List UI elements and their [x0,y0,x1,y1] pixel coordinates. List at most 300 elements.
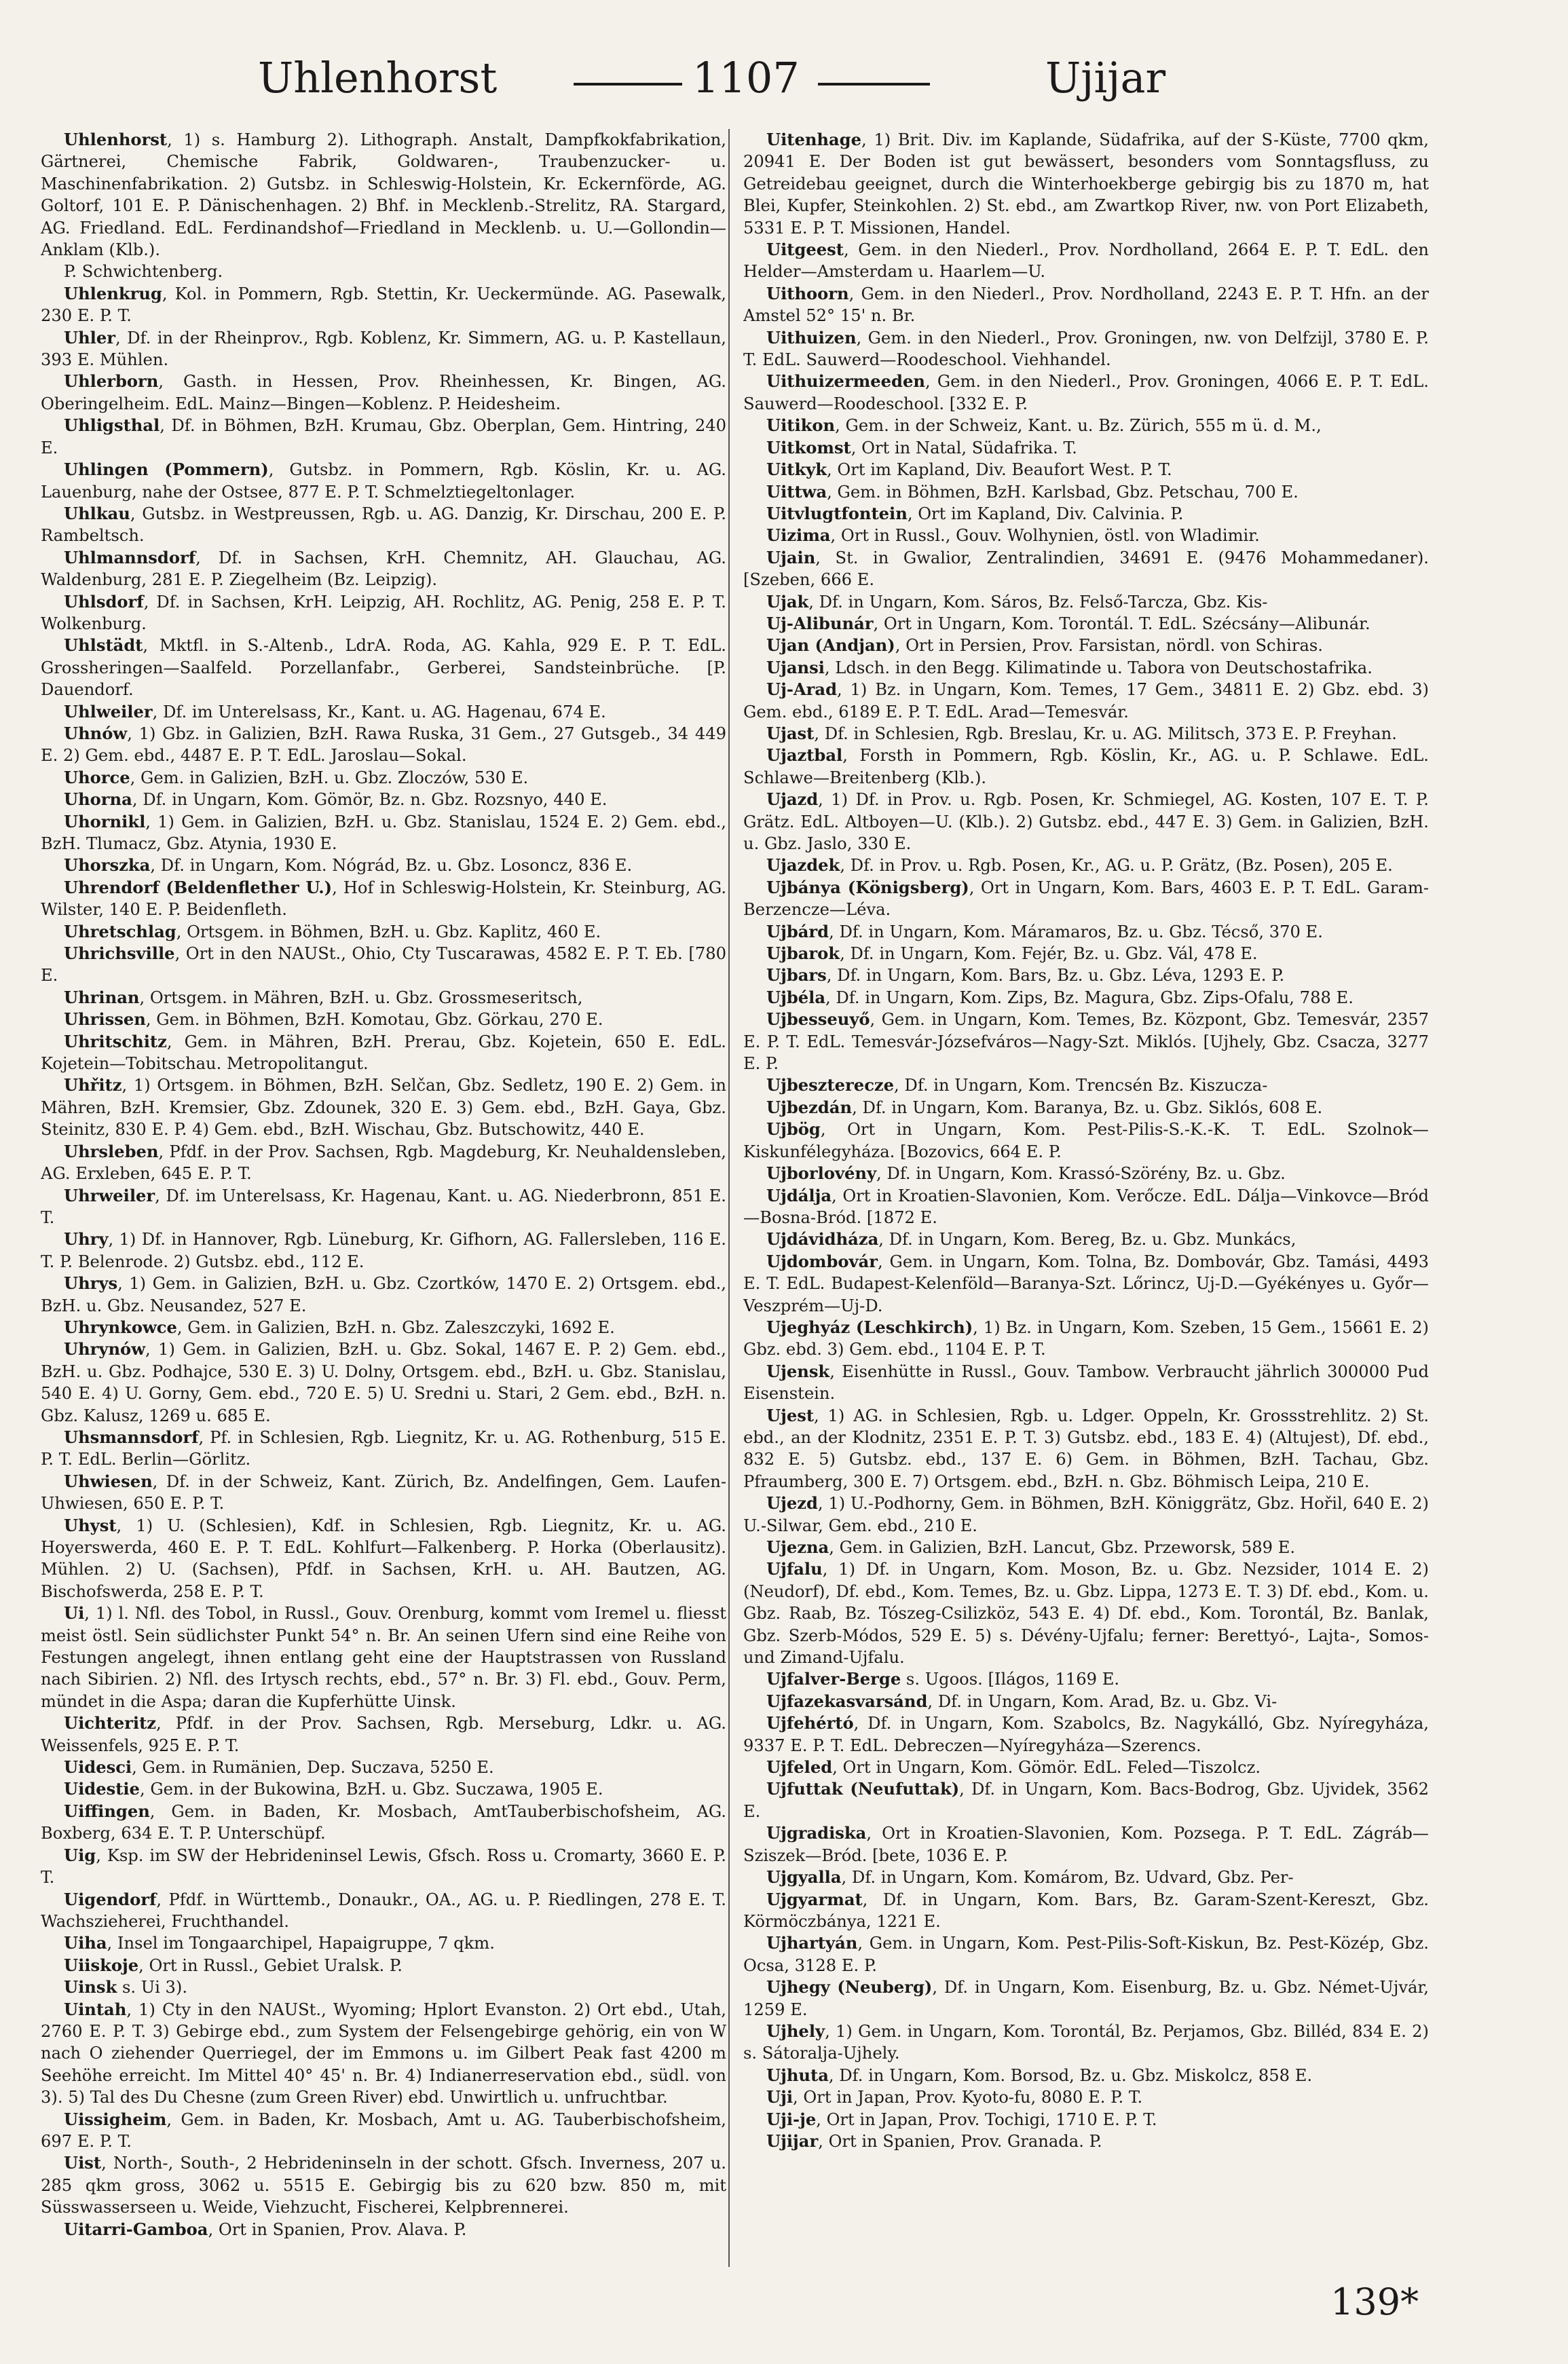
entry-headword: Uhlenkrug [64,283,162,303]
dictionary-entry [743,437,1429,459]
dictionary-entry [743,1932,1429,1976]
dictionary-entry [743,987,1429,1009]
entry-headword: Uhler [64,327,115,348]
entry-text: , Df. in Ungarn, Kom. Komárom, Bz. Udvard, Gbz. Per- [841,1868,1294,1888]
entry-text: , Ortsgem. in Mähren, BzH. u. Gbz. Grossmeseritsch, [139,988,583,1007]
dictionary-entry [41,723,726,767]
entry-text: , Df. in Ungarn, Kom. Bars, Bz. Garam-Szent-Kereszt, Gbz. Körmöczbánya, 1221 E. [743,1890,1429,1931]
entry-headword: Uhyst [64,1515,117,1535]
entry-text: , Df. in Sachsen, KrH. Leipzig, AH. Rochlitz, AG. Penig, 258 E. P. T. Wolkenburg. [41,592,726,633]
entry-text: , Df. in Ungarn, Kom. Borsod, Bz. u. Gbz. Miskolcz, 858 E. [828,2065,1313,2085]
entry-text: , Ort in Spanien, Prov. Alava. P. [208,2219,467,2239]
entry-text: , Gem. in den Niederl., Prov. Groningen, 4066 E. P. T. EdL. Sauwerd—Roodeschool. [332 E. P. [743,372,1429,413]
entry-text: , Gem. in Böhmen, BzH. Karlsbad, Gbz. Petschau, 700 E. [827,482,1299,502]
entry-headword: Ujain [766,547,816,567]
dictionary-entry [41,2219,726,2240]
dictionary-entry [41,1999,726,2109]
left-column [41,129,726,2321]
entry-headword: Ujbárd [766,921,829,941]
entry-headword: Uhrweiler [64,1185,155,1205]
dictionary-entry [743,1976,1429,2021]
entry-headword: Uittwa [766,481,827,502]
entry-text: , Ort in Spanien, Prov. Granada. P. [818,2131,1102,2151]
entry-text: , Ort in Russl., Gouv. Wolhynien, östl. von Wladimir. [830,526,1260,546]
entry-text: , Kol. in Pommern, Rgb. Stettin, Kr. Ueckermünde. AG. Pasewalk, 230 E. P. T. [41,284,726,326]
dictionary-entry [41,1602,726,1712]
entry-text: , 1) U. (Schlesien), Kdf. in Schlesien, Rgb. Liegnitz, Kr. u. AG. Hoyerswerda, 460 E. P. T. EdL. Kohlfurt—Falkenberg. P. Horka (Oberlausitz). Mühlen. 2) U. (Sachsen), Pfdf. in Sachsen, KrH. u. AH. Bautzen, AG. Bischofswerda, 258 E. P. T. [41,1516,726,1601]
entry-headword: Ujgyalla [766,1867,842,1888]
header-rule-right [818,83,930,86]
entry-text: , Df. in Ungarn, Kom. Sáros, Bz. Felső-Tarcza, Gbz. Kis- [808,592,1268,612]
entry-headword: Uhrinan [64,987,140,1007]
dictionary-entry [41,371,726,415]
dictionary-entry [743,525,1429,546]
entry-headword: Ujhely [766,2021,825,2041]
page-number: 1107 [692,53,800,102]
entry-headword: Ujbánya (Königsberg) [766,877,969,897]
entry-text: , 1) Gem. in Galizien, BzH. u. Gbz. Stanislau, 1524 E. 2) Gem. ebd., BzH. Tlumacz, Gbz. Atynia, 1930 E. [41,812,726,853]
entry-text: , Ort im Kapland, Div. Beaufort West. P. T. [827,460,1172,480]
entry-text: , Df. im Unterelsass, Kr., Kant. u. AG. Hagenau, 674 E. [152,702,606,721]
entry-text: , Gem. in den Niederl., Prov. Nordholland, 2664 E. P. T. EdL. den Helder—Amsterdam u. Haarlem—U. [743,240,1429,282]
dictionary-entry [743,613,1429,635]
entry-text: , Df. in Ungarn, Kom. Bereg, Bz. u. Gbz. Munkács, [878,1230,1296,1250]
entry-text: s. Ui 3). [117,1978,188,1997]
entry-headword: Ujfazekasvarsánd [766,1691,928,1711]
entry-headword: Ujak [766,591,809,612]
header-right-keyword: Ujijar [1045,53,1166,102]
entry-text: , Gem. in Ungarn, Kom. Pest-Pilis-Soft-Kiskun, Bz. Pest-Közép, Gbz. Ocsa, 3128 E. P. [743,1934,1429,1975]
dictionary-entry [41,1338,726,1427]
entry-headword: Uhornikl [64,811,146,831]
entry-text: , Gem. in Mähren, BzH. Prerau, Gbz. Kojetein, 650 E. EdL. Kojetein—Tobitschau. Metropolitangut. [41,1032,726,1074]
entry-headword: Ujbéla [766,987,826,1007]
entry-text: , Ort in Russl., Gebiet Uralsk. P. [138,1955,403,1975]
entry-text: , Ort in Ungarn, Kom. Gömör. EdL. Feled—Tiszolcz. [832,1758,1261,1778]
entry-text: , Gem. in Galizien, BzH. Lancut, Gbz. Przeworsk, 589 E. [829,1538,1296,1557]
entry-headword: Uj-Arad [766,679,837,700]
dictionary-entry [41,2109,726,2153]
entry-headword: Ujgyarmat [766,1889,863,1909]
dictionary-entry [743,1778,1429,1822]
dictionary-entry [743,2131,1429,2152]
dictionary-entry [41,591,726,635]
entry-headword: Uigendorf [64,1889,157,1909]
entry-headword: Uhritschitz [64,1031,167,1051]
entry-headword: Uissigheim [64,2109,167,2129]
entry-headword: Uithuizermeeden [766,371,925,392]
entry-headword: Uhlerborn [64,371,159,392]
entry-text: , Df. in Ungarn, Kom. Szabolcs, Bz. Nagykálló, Gbz. Nyíregyháza, 9337 E. P. T. EdL. Debreczen—Nyíregyháza—Szerencs. [743,1714,1429,1755]
dictionary-entry [743,481,1429,503]
entry-headword: Uhorna [64,789,132,810]
dictionary-entry [41,283,726,327]
entry-text: , Gem. in Galizien, BzH. n. Gbz. Zaleszczyki, 1692 E. [176,1317,615,1337]
dictionary-entry [41,1932,726,1954]
dictionary-entry [41,1889,726,1933]
entry-text: , 1) U.-Podhorny, Gem. in Böhmen, BzH. Königgrätz, Gbz. Hořil, 640 E. 2) U.-Silwar, Gem. ebd., 210 E. [743,1494,1429,1535]
entry-headword: Uhligsthal [64,415,160,436]
entry-headword: Ujast [766,723,815,743]
dictionary-entry [41,1141,726,1185]
entry-headword: Uitenhage [766,130,861,149]
dictionary-entry [743,789,1429,855]
entry-text: , Df. in Ungarn, Kom. Máramaros, Bz. u. Gbz. Técső, 370 E. [829,922,1323,941]
entry-headword: Ujfehértó [766,1713,854,1733]
dictionary-entry [41,1801,726,1845]
entry-text: , Df. in Böhmen, BzH. Krumau, Gbz. Oberplan, Gem. Hintring, 240 E. [41,416,726,457]
dictionary-entry [743,1537,1429,1558]
entry-text: , Df. in Ungarn, Kom. Fejér, Bz. u. Gbz. Vál, 478 E. [840,944,1258,964]
entry-headword: Uhrsleben [64,1141,159,1161]
dictionary-entry [743,1866,1429,1888]
dictionary-entry [41,877,726,921]
dictionary-entry [743,1097,1429,1119]
entry-headword: Ujbesseuyő [766,1009,870,1030]
entry-headword: Uist [64,2153,102,2173]
entry-headword: Uhry [64,1229,109,1250]
entry-text: , Gutsbz. in Westpreussen, Rgb. u. AG. Danzig, Kr. Dirschau, 200 E. P. Rambeltsch. [41,504,726,546]
dictionary-entry [743,1757,1429,1778]
entry-text: , Pf. in Schlesien, Rgb. Liegnitz, Kr. u. AG. Rothenburg, 515 E. P. T. EdL. Berlin—Görlitz. [41,1427,726,1469]
entry-text: , Ort in den NAUSt., Ohio, Cty Tuscarawas, 4582 E. P. T. Eb. [780 E. [41,944,726,986]
entry-headword: Uhrys [64,1273,118,1294]
entry-headword: Ujhuta [766,2065,829,2085]
entry-text: , 1) l. Nfl. des Tobol, in Russl., Gouv. Orenburg, kommt vom Iremel u. fliesst meist östl. Sein südlichster Punkt 54° n. Br. An seinen Ufern sind eine Reihe von Festungen angelegt, ihnen entlang geht eine der Hauptstrassen von Russland nach Sibirien. 2) Nfl. des Irtysch rechts, ebd., 57° n. Br. 3) Fl. ebd., Gouv. Perm, mündet in die Aspa; daran die Kupferhütte Uinsk. [41,1604,726,1711]
entry-text: , Gem. in der Schweiz, Kant. u. Bz. Zürich, 555 m ü. d. M., [835,416,1322,436]
dictionary-entry [743,1668,1429,1690]
entry-text: , Df. in Ungarn, Kom. Zips, Bz. Magura, Gbz. Zips-Ofalu, 788 E. [825,988,1354,1007]
entry-headword: Uhlweiler [64,701,153,721]
entry-text: , Df. in der Schweiz, Kant. Zürich, Bz. Andelfingen, Gem. Laufen-Uhwiesen, 650 E. P. T. [41,1471,726,1514]
entry-text: , 1) Bz. in Ungarn, Kom. Temes, 17 Gem., 34811 E. 2) Gbz. ebd. 3) Gem. ebd., 6189 E. P. T. EdL. Arad—Temesvár. [743,680,1429,721]
header-left-keyword: Uhlenhorst [258,53,498,102]
dictionary-entry [41,1955,726,1976]
dictionary-entry [743,2086,1429,2108]
dictionary-entry [743,1493,1429,1537]
entry-headword: Uiha [64,1933,107,1953]
entry-headword: Ujbög [766,1119,821,1140]
entry-headword: Ujborlovény [766,1163,877,1184]
entry-headword: Uhorce [64,767,130,787]
dictionary-entry [743,1228,1429,1250]
entry-text: , Df. in Ungarn, Kom. Arad, Bz. u. Gbz. Vi- [927,1691,1277,1711]
entry-headword: Uhrissen [64,1009,146,1030]
entry-headword: Uhorszka [64,855,151,876]
entry-headword: Uizima [766,525,831,546]
entry-headword: Uidestie [64,1779,140,1799]
entry-text: , Gasth. in Hessen, Prov. Rheinhessen, Kr. Bingen, AG. Oberingelheim. EdL. Mainz—Bingen—Koblenz. P. Heidesheim. [41,372,726,413]
entry-text: , 1) Ortsgem. in Böhmen, BzH. Selčan, Gbz. Sedletz, 190 E. 2) Gem. in Mähren, BzH. Kremsier, Gbz. Zdounek, 320 E. 3) Gem. ebd., BzH. Gaya, Gbz. Steinitz, 830 E. P. 4) Gem. ebd., BzH. Wischau, Gbz. Butschowitz, 440 E. [41,1076,726,1140]
entry-text: , Ort in Ungarn, Kom. Pest-Pilis-S.-K.-K. T. EdL. Szolnok—Kiskunfélegyháza. [Bozovics, 664 E. P. [743,1120,1429,1161]
dictionary-entry [41,767,726,789]
entry-text: , Df. in Ungarn, Kom. Trencsén Bz. Kiszucza- [894,1076,1268,1095]
dictionary-entry [41,1712,726,1757]
dictionary-entry [41,1845,726,1889]
right-column [743,129,1429,2321]
dictionary-entry [41,1427,726,1471]
dictionary-entry [743,657,1429,679]
entry-headword: Uichteritz [64,1713,156,1733]
running-head [0,53,1568,121]
entry-headword: Uintah [64,1999,127,2019]
dictionary-entry [743,503,1429,525]
entry-headword: Ujest [766,1405,815,1425]
entry-text: , 1) Gem. in Galizien, BzH. u. Gbz. Czortków, 1470 E. 2) Ortsgem. ebd., BzH. u. Gbz. Neusandez, 527 E. [41,1274,726,1315]
entry-text: , Forsth in Pommern, Rgb. Köslin, Kr., AG. u. P. Schlawe. EdL. Schlawe—Breitenberg (Klb.). [743,746,1429,787]
entry-headword: Uhlenhorst [64,130,168,149]
entry-text: , Df. im Unterelsass, Kr. Hagenau, Kant. u. AG. Niederbronn, 851 E. T. [41,1186,726,1227]
entry-headword: Uhrendorf (Beldenflether U.) [64,877,333,897]
entry-text: , St. in Gwalior, Zentralindien, 34691 E. (9476 Mohammedaner). [Szeben, 666 E. [743,548,1429,590]
dictionary-entry [41,1009,726,1030]
entry-text: , 1) Cty in den NAUSt., Wyoming; Hplort Evanston. 2) Ort ebd., Utah, 2760 E. P. T. 3) Gebirge ebd., zum System der Felsengebirge gehörig, ein von W nach O ziehender Querriegel, der im Emmons u. im Gilbert Peak fast 4200 m Seehöhe erreicht. Im Mittel 40° 45' n. Br. 4) Indianerreservation ebd., südl. von 3). 5) Tal des Du Chesne (zum Green River) ebd. Unwirtlich u. unfruchtbar. [41,2000,726,2107]
entry-headword: Ujfeled [766,1757,833,1778]
entry-headword: Ujezd [766,1493,818,1514]
entry-text: , Pfdf. in der Prov. Sachsen, Rgb. Magdeburg, Kr. Neuhaldensleben, AG. Erxleben, 645 E. P. T. [41,1142,726,1184]
entry-text: , Gem. in Baden, Kr. Mosbach, AmtTauberbischofsheim, AG. Boxberg, 634 E. T. P. Unterschüpf. [41,1801,726,1843]
dictionary-entry [743,1251,1429,1317]
entry-text: s. Ugoos. [Ilágos, 1169 E. [901,1670,1120,1689]
entry-headword: Uithoorn [766,283,849,303]
entry-headword: Ujansi [766,657,825,677]
entry-text: , North-, South-, 2 Hebrideninseln in der schott. Gfsch. Inverness, 207 u. 285 qkm gross, 3062 u. 5515 E. Gebirgig bis zu 620 bzw. 850 m, mit Süsswasserseen u. Weide, Viehzucht, Fischerei, Kelpbrennerei. [41,2154,726,2217]
entry-text: , Gem. in Rumänien, Dep. Suczava, 5250 E. [132,1758,494,1778]
entry-text: , Df. in Sachsen, KrH. Chemnitz, AH. Glauchau, AG. Waldenburg, 281 E. P. Ziegelheim (Bz. Leipzig). [41,548,726,590]
entry-text: , Df. in Ungarn, Kom. Eisenburg, Bz. u. Gbz. Német-Ujvár, 1259 E. [743,1978,1429,2019]
entry-text: , Mktfl. in S.-Altenb., LdrA. Roda, AG. Kahla, 929 E. P. T. EdL. Grossheringen—Saalfeld. Porzellanfabr., Gerberei, Sandsteinbrüche. [P. Dauendorf. [41,636,726,700]
entry-headword: Uitikon [766,415,836,436]
entry-headword: Ujdávidháza [766,1229,879,1250]
entry-headword: Uji-je [766,2109,817,2129]
dictionary-entry [743,1317,1429,1361]
dictionary-entry [743,1691,1429,1712]
dictionary-entry [743,327,1429,371]
dictionary-entry [743,1712,1429,1757]
entry-text: , Ortsgem. in Böhmen, BzH. u. Gbz. Kaplitz, 460 E. [176,922,601,941]
entry-headword: Uhlkau [64,503,130,523]
dictionary-entry [743,415,1429,436]
entry-text: , Gem. in Baden, Kr. Mosbach, Amt u. AG. Tauberbischofsheim, 697 E. P. T. [41,2109,726,2151]
dictionary-entry [41,1515,726,1603]
entry-headword: Uitarri-Gamboa [64,2219,208,2239]
entry-text: , Eisenhütte in Russl., Gouv. Tambow. Verbraucht jährlich 300000 Pud Eisenstein. [743,1362,1429,1404]
entry-headword: Ujijar [766,2131,819,2151]
entry-text: , Gem. in Ungarn, Kom. Tolna, Bz. Dombovár, Gbz. Tamási, 4493 E. T. EdL. Budapest-Kelenföld—Baranya-Szt. Lőrincz, Uj-D.—Gyékényes u. Győr—Veszprém—Uj-D. [743,1252,1429,1315]
entry-text: , Ksp. im SW der Hebrideninsel Lewis, Gfsch. Ross u. Cromarty, 3660 E. P. T. [41,1845,726,1888]
entry-headword: Uhwiesen [64,1471,153,1491]
entry-headword: Ujhartyán [766,1933,858,1953]
entry-headword: Ujbarok [766,943,840,964]
dictionary-entry [743,635,1429,656]
dictionary-entry [743,1558,1429,1668]
dictionary-entry [743,547,1429,591]
entry-headword: Uhlingen (Pommern) [64,459,269,480]
dictionary-entry [41,261,726,282]
dictionary-entry [41,855,726,876]
entry-headword: Ujezna [766,1537,829,1557]
entry-text: , Df. in der Rheinprov., Rgb. Koblenz, Kr. Simmern, AG. u. P. Kastellaun, 393 E. Mühlen. [41,328,726,370]
entry-headword: Uitgeest [766,240,844,260]
entry-headword: Ujfalu [766,1559,823,1579]
header-rule-left [574,83,682,86]
entry-headword: Uhnów [64,723,128,743]
entry-headword: Ujbars [766,965,827,986]
entry-text: , Gem. in der Bukowina, BzH. u. Gbz. Suczawa, 1905 E. [139,1780,603,1799]
dictionary-entry [41,635,726,700]
entry-text: , Gem. in den Niederl., Prov. Groningen, nw. von Delfzijl, 3780 E. P. T. EdL. Sauwerd—Roodeschool. Viehhandel. [743,328,1429,370]
entry-headword: Ujbeszterecze [766,1075,895,1095]
entry-headword: Ujfalver-Berge [766,1669,901,1689]
dictionary-entry [743,283,1429,327]
entry-headword: Uhlsdorf [64,591,144,612]
entry-headword: Ujazd [766,789,819,810]
entry-headword: Uiiskoje [64,1955,139,1975]
entry-text: , Gem. in Ungarn, Kom. Temes, Bz. Központ, Gbz. Temesvár, 2357 E. P. T. EdL. Temesvár-Józsefváros—Nagy-Szt. Miklós. [Ujhely, Gbz. Csacza, 3277 E. P. [743,1010,1429,1074]
entry-headword: Uhretschlag [64,921,176,941]
entry-headword: Ujbezdán [766,1097,853,1117]
dictionary-entry [41,1471,726,1515]
dictionary-entry [41,2152,726,2218]
dictionary-entry [41,1317,726,1338]
dictionary-entry [41,1778,726,1800]
dictionary-entry [743,964,1429,986]
entry-headword: Ujensk [766,1361,830,1381]
dictionary-entry [41,1273,726,1317]
entry-text: , 1) Brit. Div. im Kaplande, Südafrika, auf der S-Küste, 7700 qkm, 20941 E. Der Boden ist gut bewässert, besonders vom Sonntagsfluss, zu Getreidebau geeignet, durch die Winterhoekberge gebirgig bis zu 1870 m, hat Blei, Kupfer, Steinkohlen. 2) St. ebd., am Zwartkop River, nw. von Port Elizabeth, 5331 E. P. T. Missionen, Handel. [743,130,1429,238]
entry-text: , Ort in Japan, Prov. Kyoto-fu, 8080 E. P. T. [793,2088,1143,2107]
entry-text: , Pfdf. in Württemb., Donaukr., OA., AG. u. P. Riedlingen, 278 E. T. Wachszieherei, Fruchthandel. [41,1890,726,1931]
entry-text: , Ldsch. in den Begg. Kilimatinde u. Tabora von Deutschostafrika. [824,658,1373,677]
dictionary-entry [743,1009,1429,1074]
entry-headword: Uhlstädt [64,635,143,656]
column-divider [728,129,730,2267]
dictionary-entry [41,547,726,591]
entry-text: , Ort in Ungarn, Kom. Bars, 4603 E. P. T. EdL. Garam-Berzencze—Léva. [743,878,1429,920]
dictionary-entry [41,1757,726,1778]
entry-headword: Ujaztbal [766,745,843,766]
entry-headword: Uhrynkowce [64,1317,177,1337]
entry-text: , 1) s. Hamburg 2). Lithograph. Anstalt, Dampfkokfabrikation, Gärtnerei, Chemische Fabrik, Goldwaren-, Traubenzucker- u. Maschinenfabrikation. 2) Gutsbz. in Schleswig-Holstein, Kr. Eckernförde, AG. Goltorf, 101 E. P. Dänischenhagen. 2) Bhf. in Mecklenb.-Strelitz, RA. Stargard, AG. Friedland. EdL. Ferdinandshof—Friedland in Mecklenb. u. U.—Gollondin—Anklam (Klb.). [41,130,726,260]
dictionary-entry [41,415,726,459]
entry-headword: Uhřitz [64,1075,122,1095]
entry-headword: Uj-Alibunár [766,613,874,633]
dictionary-entry [41,1976,726,1998]
entry-text: , Ort in Kroatien-Slavonien, Kom. Verőcze. EdL. Dálja—Vinkovce—Bród—Bosna-Bród. [1872 E. [743,1186,1429,1227]
entry-text: , Df. in Ungarn, Kom. Nógrád, Bz. u. Gbz. Losoncz, 836 E. [150,856,633,876]
entry-text: , Df. in Ungarn, Kom. Gömör, Bz. n. Gbz. Rozsnyo, 440 E. [132,790,608,810]
entry-headword: Uitvlugtfontein [766,503,908,523]
entry-text: , 1) Df. in Prov. u. Rgb. Posen, Kr. Schmiegel, AG. Kosten, 107 E. T. P. Grätz. EdL. Altboyen—U. (Klb.). 2) Gutsbz. ebd., 447 E. 3) Gem. in Galizien, BzH. u. Gbz. Jaslo, 330 E. [743,790,1429,853]
entry-text: , Ort in Japan, Prov. Tochigi, 1710 E. P. T. [816,2109,1157,2129]
dictionary-entry [41,921,726,943]
printer-signature: 139* [1330,2281,1419,2323]
entry-headword: Ujazdek [766,855,840,876]
dictionary-entry [743,679,1429,723]
dictionary-entry [743,1889,1429,1933]
dictionary-entry [41,1228,726,1273]
dictionary-entry [743,1185,1429,1229]
entry-text: , 1) Df. in Ungarn, Kom. Moson, Bz. u. Gbz. Nezsider, 1014 E. 2) (Neudorf), Df. ebd., Kom. Temes, Bz. u. Gbz. Lippa, 1273 E. T. 3) Df. ebd., Kom. u. Gbz. Raab, Bz. Tószeg-Csilizköz, 543 E. 4) Df. ebd., Kom. Torontál, Bz. Banlak, Gbz. Szerb-Módos, 529 E. 5) s. Dévény-Ujfalu; ferner: Berettyó-, Lajta-, Somos- und Zimand-Ujfalu. [743,1560,1429,1668]
dictionary-entry [743,745,1429,789]
entry-text: , Ort im Kapland, Div. Calvinia. P. [907,504,1184,523]
entry-headword: Ujhegy (Neuberg) [766,1977,933,1997]
entry-headword: Ujdombovár [766,1251,878,1271]
dictionary-entry [743,1822,1429,1866]
dictionary-entry [743,459,1429,481]
dictionary-entry [743,943,1429,964]
dictionary-entry [743,1405,1429,1493]
entry-text: , Df. in Ungarn, Kom. Krassó-Szörény, Bz. u. Gbz. [876,1164,1286,1184]
dictionary-entry [41,1185,726,1229]
dictionary-entry [743,723,1429,745]
entry-text: , Hof in Schleswig-Holstein, Kr. Steinburg, AG. Wilster, 140 E. P. Beidenfleth. [41,878,726,920]
entry-headword: Uhsmannsdorf [64,1427,199,1447]
entry-text: , Ort in Natal, Südafrika. T. [851,438,1077,457]
entry-text: , Pfdf. in der Prov. Sachsen, Rgb. Merseburg, Ldkr. u. AG. Weissenfels, 925 E. P. T. [41,1714,726,1755]
entry-text: , Df. in Prov. u. Rgb. Posen, Kr., AG. u. P. Grätz, (Bz. Posen), 205 E. [840,856,1393,876]
entry-text: , Insel im Tongaarchipel, Hapaigruppe, 7 qkm. [107,1934,495,1953]
dictionary-entry [743,591,1429,613]
dictionary-entry [41,943,726,987]
entry-headword: Uitkyk [766,459,827,480]
entry-text: , Gutsbz. in Pommern, Rgb. Köslin, Kr. u. AG. Lauenburg, nahe der Ostsee, 877 E. P. T. Schmelztiegeltonlager. [41,460,726,502]
dictionary-entry [743,1361,1429,1405]
dictionary-entry [743,2109,1429,2131]
dictionary-entry [743,921,1429,943]
dictionary-entry [41,789,726,810]
dictionary-entry [41,129,726,261]
entry-headword: Ui [64,1603,85,1624]
dictionary-entry [41,811,726,855]
entry-headword: Uig [64,1845,96,1865]
dictionary-entry [41,459,726,503]
entry-headword: Uhlmannsdorf [64,547,196,567]
dictionary-entry [41,1031,726,1075]
entry-text: , 1) Bz. in Ungarn, Kom. Szeben, 15 Gem., 15661 E. 2) Gbz. ebd. 3) Gem. ebd., 1104 E. P. T. [743,1317,1429,1359]
entry-text: , Df. in Ungarn, Kom. Baranya, Bz. u. Gbz. Siklós, 608 E. [852,1097,1323,1117]
entry-text: , 1) Df. in Hannover, Rgb. Lüneburg, Kr. Gifhorn, AG. Fallersleben, 116 E. T. P. Belenrode. 2) Gutsbz. ebd., 112 E. [41,1230,726,1271]
dictionary-entry [743,2021,1429,2065]
dictionary-entry [41,503,726,547]
dictionary-entry [743,855,1429,876]
dictionary-entry [41,701,726,723]
entry-text: , Gem. in Böhmen, BzH. Komotau, Gbz. Görkau, 270 E. [145,1010,603,1030]
entry-text: , 1) Gem. in Galizien, BzH. u. Gbz. Sokal, 1467 E. P. 2) Gem. ebd., BzH. u. Gbz. Podhajce, 530 E. 3) U. Dolny, Ortsgem. ebd., BzH. u. Gbz. Stanislau, 540 E. 4) U. Gorny, Gem. ebd., 720 E. 5) U. Sredni u. Stari, 2 Gem. ebd., BzH. n. Gbz. Kalusz, 1269 u. 685 E. [41,1340,726,1425]
entry-text: , 1) Gbz. in Galizien, BzH. Rawa Ruska, 31 Gem., 27 Gutsgeb., 34 449 E. 2) Gem. ebd., 4487 E. P. T. EdL. Jaroslau—Sokal. [41,724,726,766]
dictionary-entry [743,239,1429,283]
entry-text: , Gem. in den Niederl., Prov. Nordholland, 2243 E. P. T. Hfn. an der Amstel 52° 15' n. Br. [743,284,1429,326]
entry-text: , Ort in Kroatien-Slavonien, Kom. Pozsega. P. T. EdL. Zágráb—Sziszek—Bród. [bete, 1036 E. P. [743,1824,1429,1865]
dictionary-entry [41,987,726,1009]
entry-headword: Ujgradiska [766,1823,867,1843]
entry-text: , 1) AG. in Schlesien, Rgb. u. Ldger. Oppeln, Kr. Grossstrehlitz. 2) St. ebd., an der Klodnitz, 2351 E. P. T. 3) Gutsbz. ebd., 183 E. 4) (Altujest), Df. ebd., 832 E. 5) Gutsbz. ebd., 137 E. 6) Gem. in Böhmen, BzH. Tachau, Gbz. Pfraumberg, 300 E. 7) Ortsgem. ebd., BzH. n. Gbz. Böhmisch Leipa, 210 E. [743,1406,1429,1491]
entry-text: , Df. in Ungarn, Kom. Bars, Bz. u. Gbz. Léva, 1293 E. P. [826,966,1285,986]
entry-headword: Uithuizen [766,327,857,348]
dictionary-entry [743,2065,1429,2086]
entry-headword: Uidesci [64,1757,132,1778]
dictionary-entry [41,1074,726,1140]
entry-headword: Ujdálja [766,1185,832,1205]
entry-headword: Uinsk [64,1977,117,1997]
dictionary-entry [743,1119,1429,1163]
entry-headword: Ujeghyáz (Leschkirch) [766,1317,973,1337]
entry-headword: Ujfuttak (Neufuttak) [766,1779,960,1799]
entry-text: , 1) Gem. in Ungarn, Kom. Torontál, Bz. Perjamos, Gbz. Billéd, 834 E. 2) s. Sátoralja-Ujhely. [743,2021,1429,2063]
entry-text: P. Schwichtenberg. [64,262,223,282]
dictionary-entry [743,371,1429,415]
entry-text: , Df. in Schlesien, Rgb. Breslau, Kr. u. AG. Militsch, 373 E. P. Freyhan. [814,724,1397,743]
